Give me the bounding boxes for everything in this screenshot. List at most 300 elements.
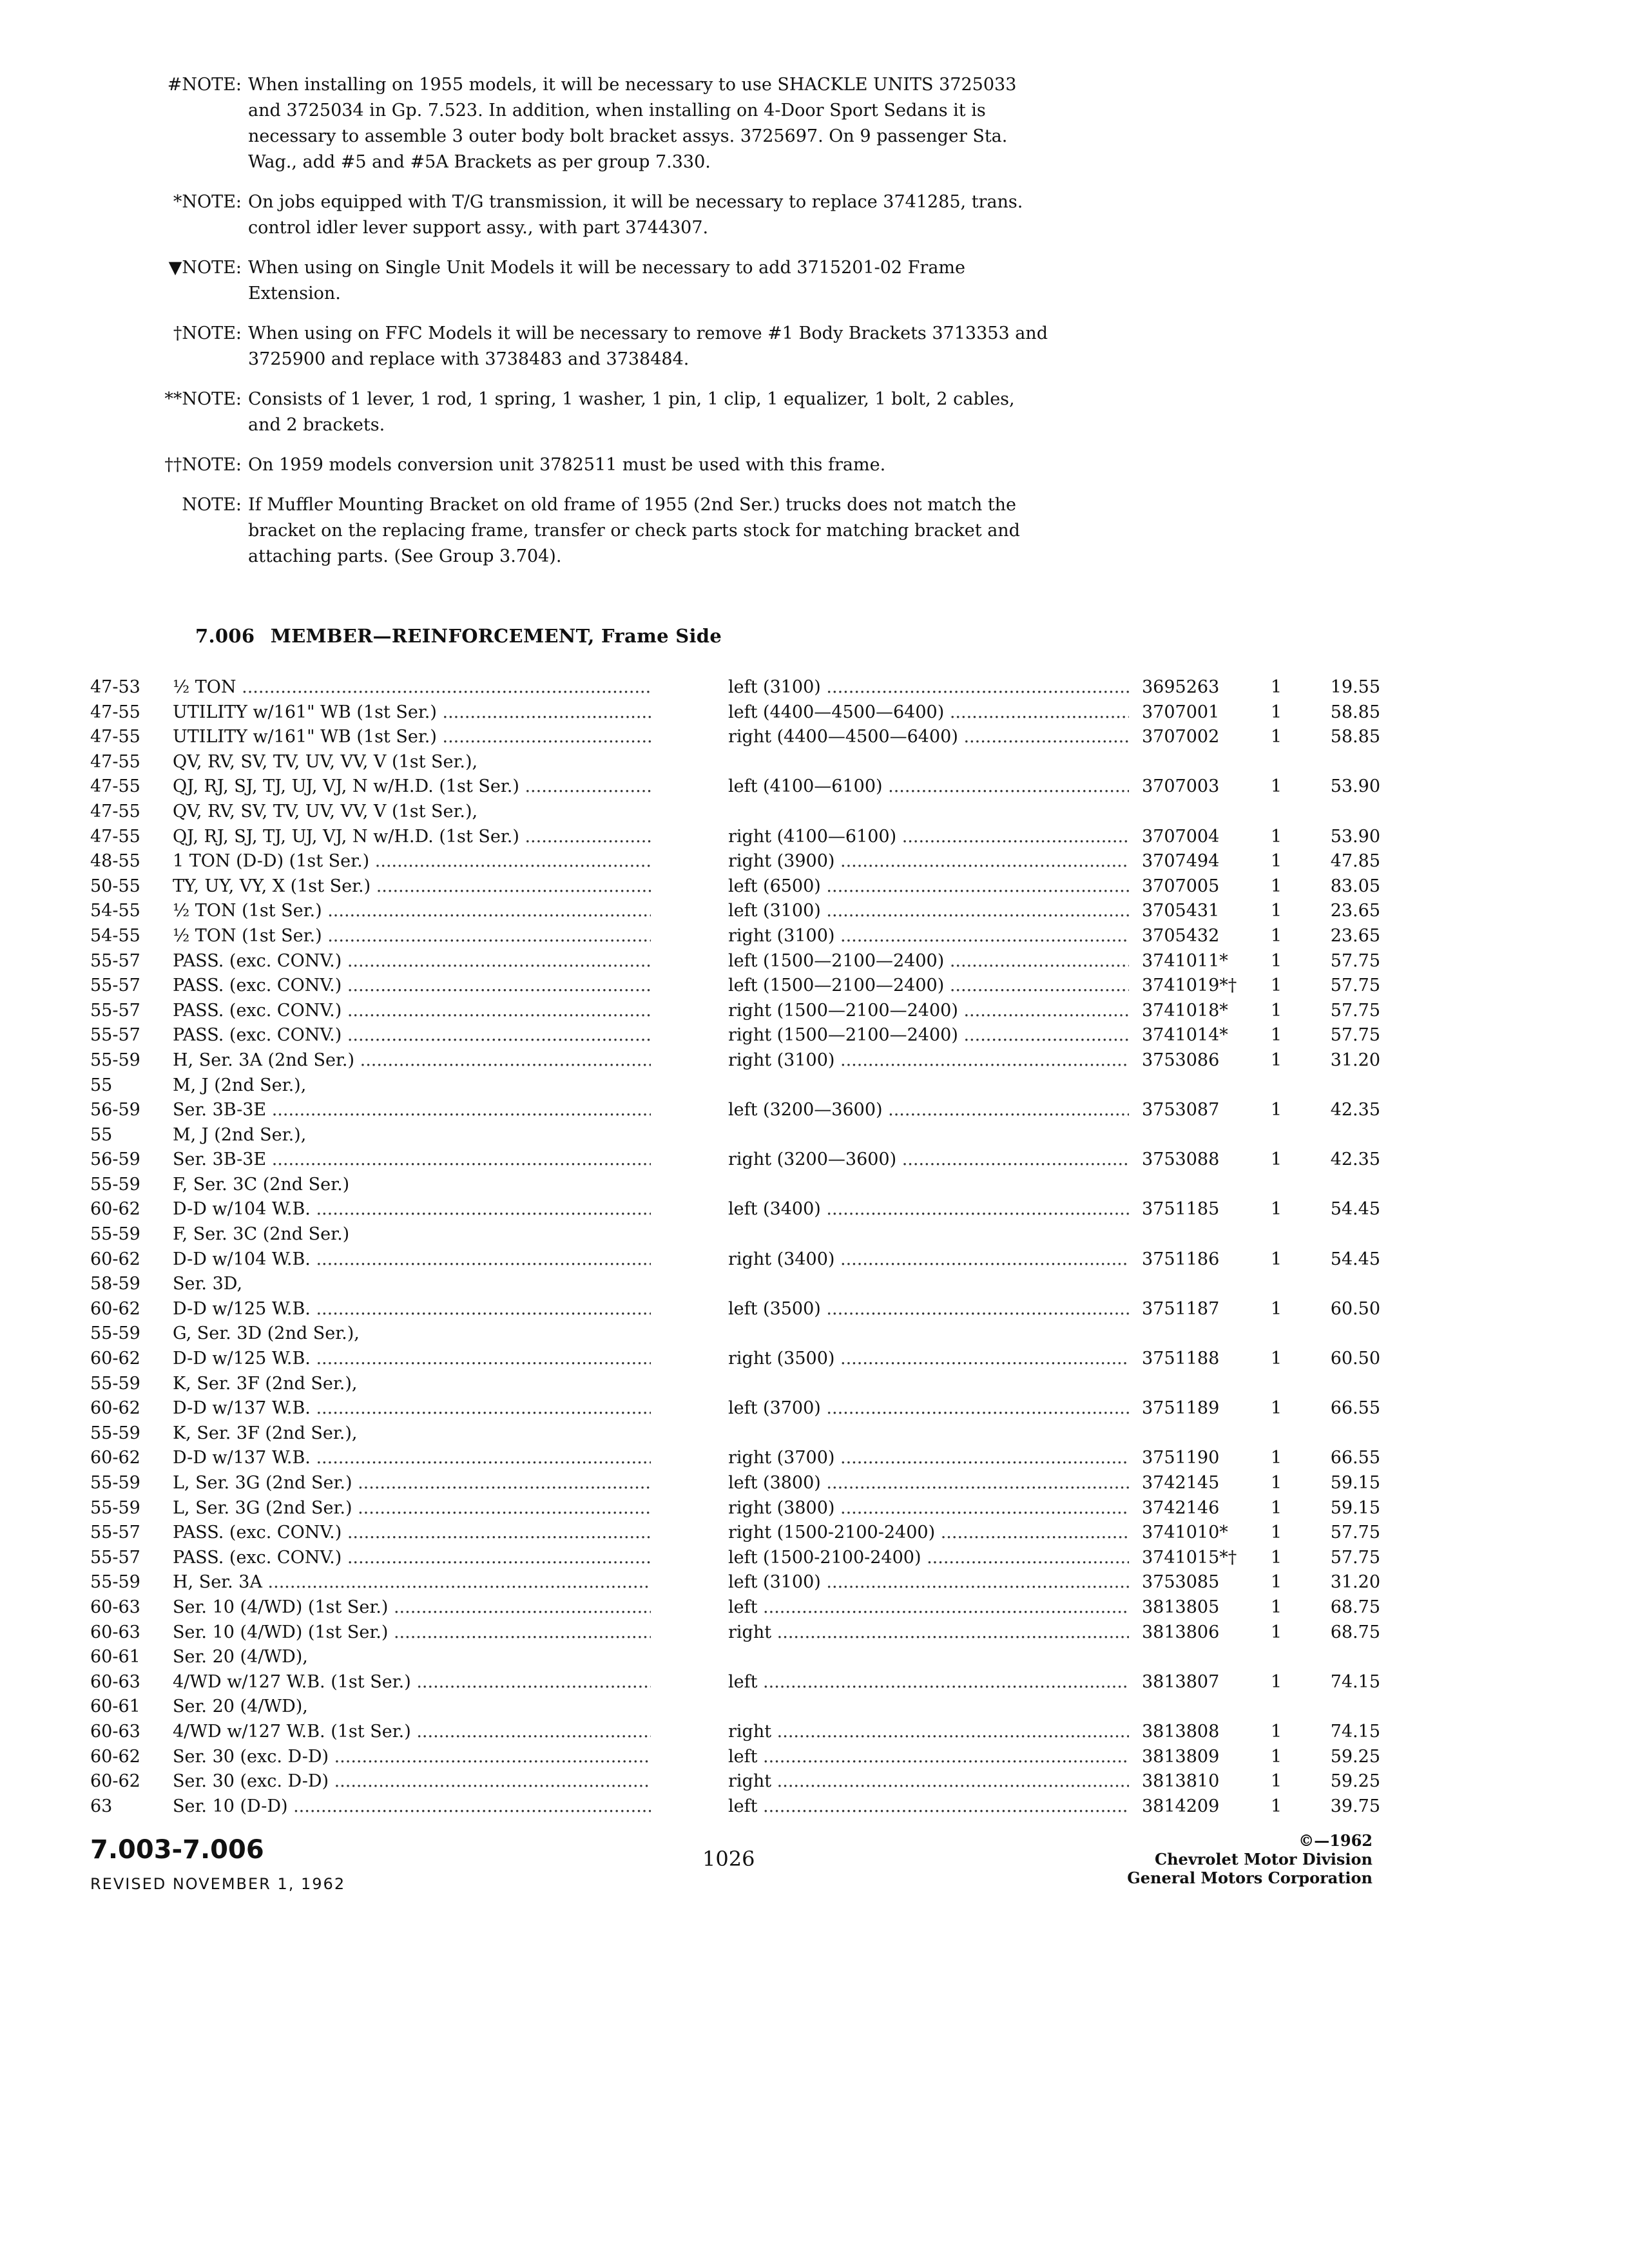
price-text: 59.15 [1330,1473,1380,1493]
part-number [1129,1670,1271,1695]
part-number [1129,1048,1271,1073]
quantity [1271,1769,1309,1794]
application [728,825,1129,850]
price [1309,1670,1380,1695]
quantity-text: 1 [1271,702,1282,722]
application [728,1546,1129,1571]
part-number-text: 3741011* [1142,950,1228,971]
application [728,974,1129,999]
model-description-text: PASS. (exc. CONV.) [173,1523,342,1543]
price-text: 57.75 [1330,1523,1380,1543]
price [1309,1247,1380,1273]
model-years [90,1794,173,1820]
model-description [173,1645,651,1670]
spacer [651,1222,728,1247]
note [90,492,1050,570]
model-description [173,1173,651,1198]
part-number [1129,1123,1271,1148]
quantity-text: 1 [1271,1398,1282,1419]
model-years-text: 55-59 [90,1050,140,1070]
quantity [1271,1222,1309,1247]
price [1309,1446,1380,1471]
part-number [1129,1173,1271,1198]
quantity-text: 1 [1271,1771,1282,1792]
part-number-text: 3707002 [1142,727,1220,747]
model-years-text: 60-62 [90,1349,140,1369]
model-years-text: 60-61 [90,1696,140,1717]
spacer [651,999,728,1024]
part-number-text: 3753085 [1142,1572,1220,1593]
application [728,800,1129,825]
model-years [90,700,173,726]
quantity-text: 1 [1271,1149,1282,1170]
application-text: right (4400—4500—6400) [728,727,958,747]
table-row [90,1372,1379,1397]
model-years [90,1123,173,1148]
quantity [1271,1595,1309,1620]
part-number [1129,1321,1271,1347]
table-row [90,1570,1379,1595]
model-years [90,1372,173,1397]
model-years [90,974,173,999]
part-number [1129,1023,1271,1048]
table-row [90,1073,1379,1099]
price-text: 59.25 [1330,1771,1380,1792]
application [728,949,1129,974]
quantity-text: 1 [1271,1597,1282,1617]
price [1309,1496,1380,1521]
model-description [173,725,651,750]
spacer [651,1595,728,1620]
application-text: right [728,1622,772,1642]
price [1309,1048,1380,1073]
application-text: left [728,1796,758,1816]
quantity [1271,999,1309,1024]
spacer [651,1173,728,1198]
price-text: 57.75 [1330,1547,1380,1568]
price [1309,1695,1380,1720]
model-description-text: Ser. 10 (4/WD) (1st Ser.) [173,1597,389,1617]
application [728,1247,1129,1273]
note [90,72,1050,175]
model-years [90,1471,173,1496]
part-number-text: 3813809 [1142,1746,1220,1767]
part-number [1129,725,1271,750]
model-description-text: Ser. 3B-3E [173,1100,267,1120]
part-number-text: 3741019*† [1142,975,1237,996]
model-description-text: ½ TON (1st Ser.) [173,901,322,921]
note-mark: ▼NOTE: [168,258,242,278]
application-text: right (3700) [728,1448,835,1468]
model-years [90,1720,173,1745]
model-description [173,1595,651,1620]
model-years-text: 56-59 [90,1149,140,1170]
model-years-text: 47-55 [90,727,140,747]
model-description [173,899,651,924]
quantity-text: 1 [1271,1721,1282,1742]
model-description [173,1745,651,1770]
spacer [651,1321,728,1347]
spacer [651,1396,728,1421]
application [728,1297,1129,1322]
model-description-text: K, Ser. 3F (2nd Ser.), [173,1423,358,1443]
quantity [1271,1446,1309,1471]
application [728,1695,1129,1720]
spacer [651,1645,728,1670]
model-description [173,1222,651,1247]
part-number [1129,849,1271,874]
part-number [1129,1098,1271,1123]
group-code: 7.003-7.006 [90,1835,264,1865]
model-years-text: 60-62 [90,1398,140,1419]
model-years [90,675,173,700]
quantity-text: 1 [1271,1448,1282,1468]
model-description [173,774,651,800]
model-years [90,725,173,750]
model-years [90,1521,173,1546]
model-years-text: 47-55 [90,826,140,847]
part-number-text: 3707001 [1142,702,1220,722]
division-name: Chevrolet Motor Division [1155,1850,1373,1869]
application [728,1620,1129,1646]
price [1309,1073,1380,1099]
spacer [651,825,728,850]
model-years-text: 55-59 [90,1497,140,1518]
quantity [1271,1321,1309,1347]
spacer [651,1073,728,1099]
spacer [651,1546,728,1571]
price [1309,800,1380,825]
quantity [1271,1620,1309,1646]
part-number [1129,1073,1271,1099]
part-number [1129,1570,1271,1595]
model-years-text: 54-55 [90,925,140,946]
quantity [1271,1570,1309,1595]
model-years-text: 55-59 [90,1423,140,1443]
table-row [90,1645,1379,1670]
application-text: right (3200—3600) [728,1149,897,1170]
table-row [90,1148,1379,1173]
part-number [1129,1272,1271,1297]
application [728,725,1129,750]
spacer [651,1023,728,1048]
application [728,1570,1129,1595]
application-text: left (1500-2100-2400) [728,1547,921,1568]
price [1309,1148,1380,1173]
model-description [173,1123,651,1148]
model-description [173,1197,651,1222]
model-years [90,999,173,1024]
model-description [173,1670,651,1695]
quantity [1271,1645,1309,1670]
model-years [90,1347,173,1372]
model-years-text: 47-55 [90,776,140,797]
price [1309,1521,1380,1546]
price [1309,1421,1380,1446]
application-text: left (3100) [728,901,821,921]
application [728,1471,1129,1496]
application-text: right [728,1721,772,1742]
application [728,1123,1129,1148]
table-row [90,1769,1379,1794]
spacer [651,849,728,874]
model-years-text: 60-62 [90,1298,140,1319]
model-years [90,1272,173,1297]
price [1309,1396,1380,1421]
spacer [651,1620,728,1646]
model-description-text: QJ, RJ, SJ, TJ, UJ, VJ, N w/H.D. (1st Ser.) [173,826,519,847]
quantity-text: 1 [1271,925,1282,946]
part-number-text: 3741010* [1142,1523,1228,1543]
price [1309,849,1380,874]
quantity-text: 1 [1271,851,1282,872]
model-description-text: Ser. 10 (D-D) [173,1796,288,1816]
part-number [1129,1372,1271,1397]
part-number-text: 3813810 [1142,1771,1220,1792]
parts-table [90,675,1379,1819]
price [1309,1769,1380,1794]
model-description-text: K, Ser. 3F (2nd Ser.), [173,1373,358,1394]
table-row [90,1620,1379,1646]
price [1309,1595,1380,1620]
price [1309,1645,1380,1670]
table-row [90,1098,1379,1123]
price-text: 54.45 [1330,1249,1380,1269]
model-description [173,1396,651,1421]
model-description [173,1521,651,1546]
part-number-text: 3753087 [1142,1100,1220,1120]
model-years [90,1098,173,1123]
application-text: left (1500—2100—2400) [728,975,945,996]
note-mark: ††NOTE: [164,455,242,475]
price [1309,974,1380,999]
application [728,1794,1129,1820]
model-description-text: D-D w/137 W.B. [173,1398,311,1419]
part-number [1129,800,1271,825]
model-years-text: 55-59 [90,1473,140,1493]
part-number [1129,1769,1271,1794]
table-row [90,999,1379,1024]
quantity [1271,1794,1309,1820]
application-text: left (3500) [728,1298,821,1319]
spacer [651,874,728,899]
model-years-text: 55 [90,1124,113,1145]
model-years [90,1695,173,1720]
model-description-text: 4/WD w/127 W.B. (1st Ser.) [173,1671,411,1692]
model-description-text: D-D w/125 W.B. [173,1298,311,1319]
model-years-text: 55-57 [90,1547,140,1568]
price-text: 58.85 [1330,727,1380,747]
table-row [90,1521,1379,1546]
price [1309,1321,1380,1347]
model-description [173,924,651,949]
quantity-text: 1 [1271,876,1282,896]
model-years-text: 47-55 [90,702,140,722]
model-description [173,1321,651,1347]
spacer [651,974,728,999]
quantity [1271,1148,1309,1173]
quantity [1271,774,1309,800]
table-row [90,1695,1379,1720]
quantity [1271,1173,1309,1198]
application [728,774,1129,800]
spacer [651,924,728,949]
price [1309,1570,1380,1595]
part-number-text: 3751190 [1142,1448,1220,1468]
quantity-text: 1 [1271,950,1282,971]
notes-section [90,72,1050,584]
quantity [1271,949,1309,974]
application [728,999,1129,1024]
application-text: right (1500—2100—2400) [728,1025,958,1046]
model-years [90,1496,173,1521]
table-row [90,1595,1379,1620]
price [1309,1720,1380,1745]
application-text: right (3100) [728,925,835,946]
model-description-text: 1 TON (D-D) (1st Ser.) [173,851,370,872]
model-years [90,1297,173,1322]
quantity [1271,1048,1309,1073]
part-number [1129,1446,1271,1471]
spacer [651,1048,728,1073]
note [90,321,1050,372]
part-number-text: 3813805 [1142,1597,1220,1617]
application [728,1421,1129,1446]
section-heading [195,625,722,647]
model-years-text: 55 [90,1075,113,1095]
part-number [1129,1620,1271,1646]
part-number-text: 3751188 [1142,1349,1220,1369]
part-number [1129,1347,1271,1372]
quantity [1271,1073,1309,1099]
table-row [90,825,1379,850]
part-number-text: 3813808 [1142,1721,1220,1742]
spacer [651,750,728,775]
table-row [90,924,1379,949]
quantity [1271,1496,1309,1521]
spacer [651,1372,728,1397]
model-description-text: Ser. 10 (4/WD) (1st Ser.) [173,1622,389,1642]
quantity-text: 1 [1271,1025,1282,1046]
quantity-text: 1 [1271,1473,1282,1493]
model-description-text: UTILITY w/161" WB (1st Ser.) [173,702,437,722]
application [728,1347,1129,1372]
spacer [651,1148,728,1173]
model-years [90,849,173,874]
part-number [1129,1720,1271,1745]
model-description-text: Ser. 30 (exc. D-D) [173,1746,329,1767]
quantity [1271,1421,1309,1446]
part-number [1129,825,1271,850]
model-description [173,1073,651,1099]
table-row [90,1321,1379,1347]
price-text: 68.75 [1330,1597,1380,1617]
model-description [173,1297,651,1322]
application-text: right (3100) [728,1050,835,1070]
spacer [651,1272,728,1297]
model-description [173,849,651,874]
spacer [651,1570,728,1595]
part-number [1129,1197,1271,1222]
section-number: 7.006 [195,625,255,647]
model-years-text: 60-63 [90,1721,140,1742]
page-number: 1026 [702,1847,755,1871]
model-description [173,1372,651,1397]
price [1309,1471,1380,1496]
model-years [90,1197,173,1222]
quantity-text: 1 [1271,1622,1282,1642]
application-text: right (1500-2100-2400) [728,1523,936,1543]
part-number [1129,1645,1271,1670]
model-years-text: 60-63 [90,1671,140,1692]
price [1309,999,1380,1024]
price-text: 59.25 [1330,1746,1380,1767]
model-years-text: 55-57 [90,1523,140,1543]
model-description-text: M, J (2nd Ser.), [173,1124,307,1145]
model-years [90,1570,173,1595]
model-years-text: 55-59 [90,1323,140,1344]
model-description-text: QV, RV, SV, TV, UV, VV, V (1st Ser.), [173,801,478,822]
model-years-text: 60-61 [90,1647,140,1667]
model-description [173,974,651,999]
note [90,452,1050,478]
quantity [1271,1471,1309,1496]
model-description-text: QV, RV, SV, TV, UV, VV, V (1st Ser.), [173,751,478,772]
part-number-text: 3751187 [1142,1298,1220,1319]
model-description [173,700,651,726]
table-row [90,1471,1379,1496]
price [1309,1347,1380,1372]
application [728,1222,1129,1247]
table-row [90,1421,1379,1446]
model-description [173,1421,651,1446]
price-text: 57.75 [1330,975,1380,996]
model-description [173,1720,651,1745]
model-years-text: 56-59 [90,1100,140,1120]
part-number [1129,1521,1271,1546]
part-number [1129,675,1271,700]
quantity-text: 1 [1271,776,1282,797]
note-text: If Muffler Mounting Bracket on old frame of 1955 (2nd Ser.) trucks does not match the bracket on the replacing frame, transfer or check parts stock for matching bracket and attaching parts. (See Group 3.704). [248,495,1020,566]
price-text: 57.75 [1330,1000,1380,1021]
note-mark: †NOTE: [173,323,242,343]
copyright: ©—1962 [1298,1831,1373,1850]
quantity [1271,725,1309,750]
price [1309,1098,1380,1123]
price-text: 19.55 [1330,677,1380,697]
model-description-text: Ser. 3D, [173,1274,243,1294]
model-years [90,1173,173,1198]
quantity [1271,1272,1309,1297]
quantity [1271,1720,1309,1745]
table-row [90,974,1379,999]
application-text: left (4100—6100) [728,776,883,797]
table-row [90,774,1379,800]
table-row [90,1123,1379,1148]
application-text: left (3100) [728,1572,821,1593]
application [728,1048,1129,1073]
quantity [1271,1521,1309,1546]
model-years-text: 60-63 [90,1622,140,1642]
note [90,255,1050,307]
part-number [1129,1396,1271,1421]
table-row [90,1247,1379,1273]
application-text: left [728,1597,758,1617]
model-years-text: 63 [90,1796,113,1816]
table-row [90,1297,1379,1322]
model-description-text: PASS. (exc. CONV.) [173,975,342,996]
model-description-text: Ser. 20 (4/WD), [173,1647,308,1667]
